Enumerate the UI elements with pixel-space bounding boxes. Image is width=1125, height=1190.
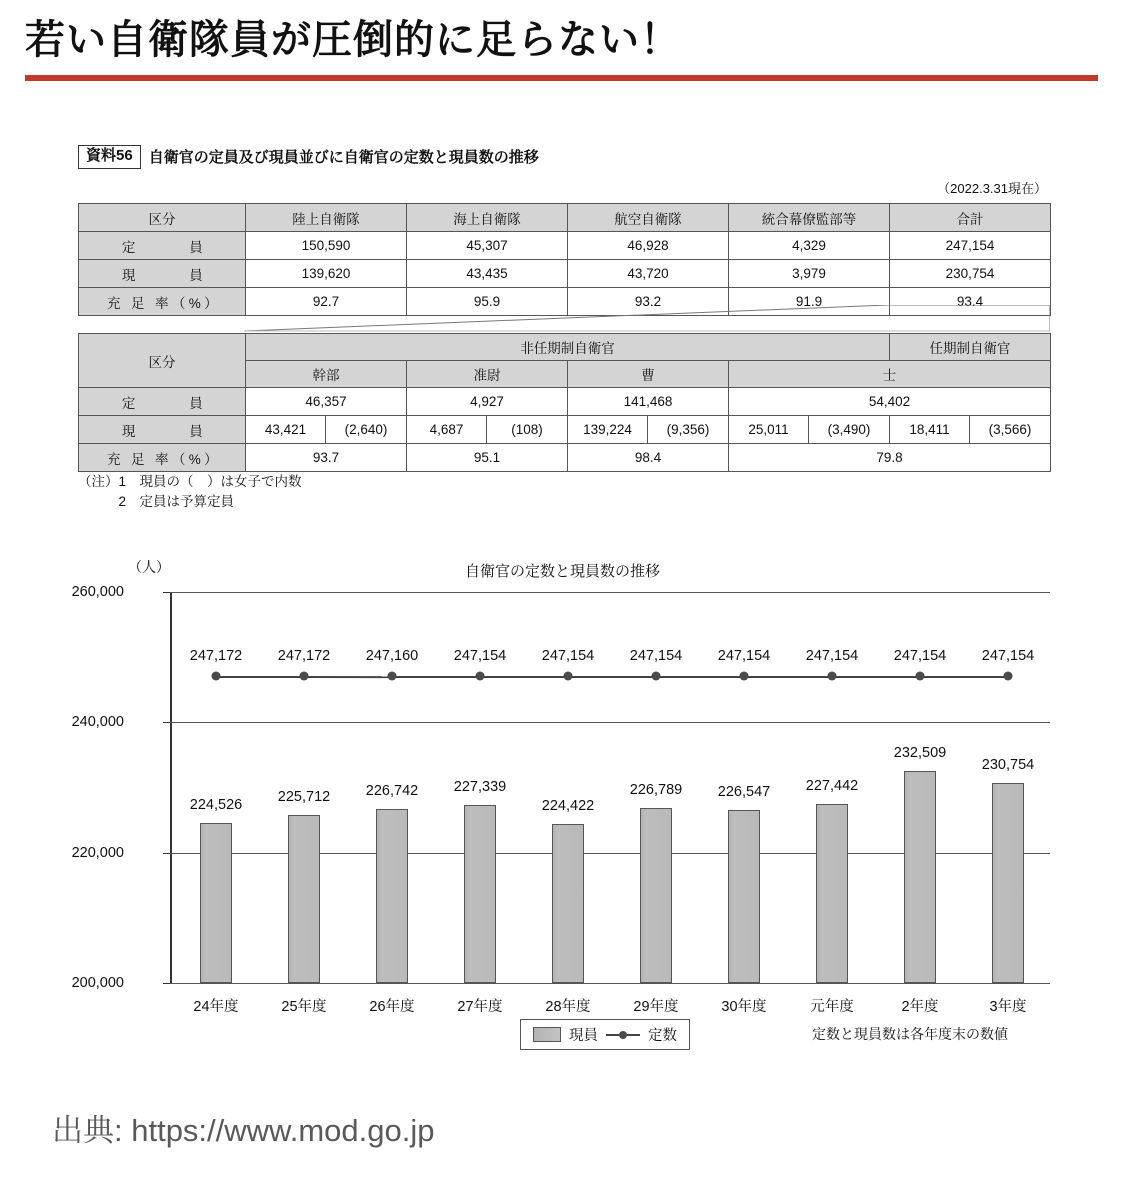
figure-tag: 資料56 [78, 145, 141, 169]
chart-gridline [170, 592, 1050, 593]
t1-cell-1-2: 43,720 [568, 260, 729, 288]
t2-row-header-label: 区分 [79, 334, 246, 388]
chart-bar-value-label: 225,712 [277, 789, 331, 806]
chart-legend [520, 1019, 690, 1050]
t1-cell-2-1: 95.9 [407, 288, 568, 316]
chart-line-marker [564, 671, 573, 680]
t1-cell-0-0: 150,590 [246, 232, 407, 260]
t1-col-header-0: 区分 [79, 204, 246, 232]
chart-line-value-label: 247,154 [541, 647, 595, 664]
t1-cell-2-0: 92.7 [246, 288, 407, 316]
chart-bar-value-label: 232,509 [893, 745, 947, 762]
chart-line-value-label: 247,154 [629, 647, 683, 664]
t1-cell-0-2: 46,928 [568, 232, 729, 260]
chart-x-tick-label: 28年度 [545, 999, 591, 1015]
figure-asof-date: （2022.3.31現在） [937, 181, 1047, 196]
legend-label-line: 定数 [648, 1028, 677, 1044]
chart-y-tick-label: 200,000 [71, 975, 124, 991]
chart-gridline [170, 722, 1050, 723]
t1-cell-0-4: 247,154 [890, 232, 1051, 260]
t2-teiin-shi: 54,402 [729, 388, 1051, 416]
chart-line-segment [480, 676, 568, 678]
chart-y-tick-label: 240,000 [71, 714, 124, 731]
t1-cell-1-1: 43,435 [407, 260, 568, 288]
chart-line-segment [656, 676, 744, 678]
chart-line-marker [828, 671, 837, 680]
t2-genin-shi-a-female: (3,490) [809, 416, 890, 444]
figure-caption-text: 自衛官の定員及び現員並びに自衛官の定数と現員数の推移 [148, 149, 539, 167]
chart-y-tick-mark [163, 592, 170, 593]
chart-line-segment [216, 676, 304, 678]
chart-bar [200, 823, 232, 983]
t1-cell-1-0: 139,620 [246, 260, 407, 288]
chart-line-marker [300, 671, 309, 680]
chart-line-segment [304, 676, 392, 678]
chart-bar [288, 815, 320, 983]
table-row [79, 204, 1051, 232]
table-row [79, 444, 1051, 472]
chart-bar-value-label: 226,742 [365, 782, 419, 799]
chart-x-tick-label: 2年度 [901, 999, 939, 1015]
chart-bar-value-label: 227,442 [805, 778, 859, 795]
t2-rate-jun-i: 95.1 [407, 444, 568, 472]
table-row [79, 388, 1051, 416]
t2-genin-sou: 139,224 [568, 416, 648, 444]
t2-sub-header-2: 曹 [568, 361, 729, 388]
t1-row-label-0: 定 員 [79, 232, 246, 260]
chart-x-tick-label: 26年度 [369, 999, 415, 1015]
chart-plot-area [170, 592, 1050, 983]
source-attribution: 出典: https://www.mod.go.jp [52, 1113, 435, 1148]
chart-x-tick-label: 24年度 [193, 999, 239, 1015]
t1-col-header-4: 統合幕僚監部等 [729, 204, 890, 232]
chart-line-marker [212, 671, 221, 680]
chart-x-tick-label: 27年度 [457, 999, 503, 1015]
chart-line-value-label: 247,172 [277, 647, 331, 664]
chart-x-tick-label: 25年度 [281, 999, 327, 1015]
chart-bar [992, 783, 1024, 983]
t2-teiin-jun-i: 4,927 [407, 388, 568, 416]
chart-line-segment [920, 676, 1008, 678]
chart-baseline [170, 983, 1050, 984]
chart-x-tick-label: 30年度 [721, 999, 767, 1015]
table-row [79, 334, 1051, 361]
legend-line-swatch [606, 1031, 640, 1039]
chart-y-tick-label: 220,000 [71, 844, 124, 861]
t2-sub-header-0: 幹部 [246, 361, 407, 388]
t1-row-label-2: 充 足 率（%） [79, 288, 246, 316]
chart-bar [728, 810, 760, 983]
table-connector-lines [78, 305, 1050, 335]
t2-rate-shi: 79.8 [729, 444, 1051, 472]
t2-genin-jun-i-female: (108) [487, 416, 568, 444]
chart-bar-value-label: 226,547 [717, 784, 771, 800]
note-line-2: 2 定員は予算定員 [78, 493, 235, 509]
table-row [79, 416, 1051, 444]
page-title: 若い自衛隊員が圧倒的に足らない！ [25, 18, 681, 62]
table-row [79, 232, 1051, 260]
legend-bar-swatch [533, 1027, 561, 1042]
t1-cell-1-3: 3,979 [729, 260, 890, 288]
chart-y-tick-mark [163, 853, 170, 854]
chart-bar-value-label: 224,526 [189, 797, 243, 814]
t1-col-header-3: 航空自衛隊 [568, 204, 729, 232]
t2-rate-kanbu: 93.7 [246, 444, 407, 472]
chart-y-tick-mark [163, 722, 170, 723]
table-row [79, 260, 1051, 288]
chart-line-marker [388, 671, 397, 680]
chart-line-segment [568, 676, 656, 678]
chart-line-value-label: 247,154 [981, 647, 1035, 664]
chart-y-tick-mark [163, 983, 170, 984]
t2-teiin-kanbu: 46,357 [246, 388, 407, 416]
t1-cell-0-1: 45,307 [407, 232, 568, 260]
t2-genin-kanbu-female: (2,640) [326, 416, 407, 444]
t2-row-label-2: 充 足 率（%） [79, 444, 246, 472]
chart-x-tick-label: 元年度 [810, 999, 854, 1015]
t2-rate-sou: 98.4 [568, 444, 729, 472]
chart-line-marker [1004, 671, 1013, 680]
chart-bar [464, 805, 496, 983]
figure-caption [78, 145, 539, 169]
title-underline-rule [25, 75, 1098, 81]
chart-unit-label: （人） [128, 559, 170, 575]
chart-title: 自衛官の定数と現員数の推移 [464, 563, 660, 580]
t1-cell-2-2: 93.2 [568, 288, 729, 316]
chart-bar [816, 804, 848, 983]
chart-line-value-label: 247,154 [717, 647, 771, 664]
chart-container [0, 545, 1125, 1065]
t2-group-header-1: 任期制自衛官 [890, 334, 1051, 361]
chart-line-value-label: 247,154 [805, 647, 859, 664]
table-notes [78, 472, 302, 511]
chart-bar [552, 824, 584, 983]
chart-line-marker [740, 671, 749, 680]
t1-cell-1-4: 230,754 [890, 260, 1051, 288]
chart-line-marker [916, 671, 925, 680]
t2-genin-jun-i: 4,687 [407, 416, 487, 444]
chart-bar [904, 771, 936, 983]
chart-line-value-label: 247,154 [453, 647, 507, 664]
t1-cell-2-4: 93.4 [890, 288, 1051, 316]
legend-label-bar: 現員 [569, 1028, 598, 1044]
chart-line-value-label: 247,154 [893, 647, 947, 664]
t2-genin-shi-a: 25,011 [729, 416, 809, 444]
chart-bar [376, 809, 408, 983]
table-personnel-by-rank [78, 333, 1051, 472]
chart-bar-value-label: 227,339 [453, 778, 507, 795]
t2-genin-shi-b: 18,411 [890, 416, 970, 444]
t1-col-header-5: 合計 [890, 204, 1051, 232]
chart-x-tick-label: 29年度 [633, 999, 679, 1015]
chart-y-tick-label: 260,000 [71, 584, 124, 600]
chart-y-axis-line [170, 592, 172, 983]
t1-cell-0-3: 4,329 [729, 232, 890, 260]
chart-x-tick-label: 3年度 [989, 999, 1027, 1015]
t2-genin-shi-b-female: (3,566) [970, 416, 1051, 444]
chart-bar [640, 808, 672, 983]
chart-line-marker [476, 671, 485, 680]
t2-group-header-0: 非任期制自衛官 [246, 334, 890, 361]
chart-line-segment [392, 676, 480, 678]
note-line-1: （注）1 現員の（ ）は女子で内数 [78, 474, 302, 489]
table-personnel-by-service [78, 203, 1051, 316]
chart-bar-value-label: 226,789 [629, 782, 683, 799]
t2-genin-kanbu: 43,421 [246, 416, 326, 444]
t2-genin-sou-female: (9,356) [648, 416, 729, 444]
chart-line-marker [652, 671, 661, 680]
t2-sub-header-1: 准尉 [407, 361, 568, 388]
chart-line-segment [832, 676, 920, 678]
chart-bar-value-label: 224,422 [541, 797, 595, 814]
chart-line-segment [744, 676, 832, 678]
chart-line-value-label: 247,172 [189, 647, 243, 664]
chart-line-value-label: 247,160 [365, 647, 419, 664]
chart-bar-value-label: 230,754 [981, 756, 1035, 773]
t1-row-label-1: 現 員 [79, 260, 246, 288]
t1-col-header-2: 海上自衛隊 [407, 204, 568, 232]
t2-row-label-1: 現 員 [79, 416, 246, 444]
t2-row-label-0: 定 員 [79, 388, 246, 416]
t1-col-header-1: 陸上自衛隊 [246, 204, 407, 232]
t2-teiin-sou: 141,468 [568, 388, 729, 416]
t2-sub-header-3: 士 [729, 361, 1051, 388]
t1-cell-2-3: 91.9 [729, 288, 890, 316]
chart-annotation: 定数と現員数は各年度末の数値 [812, 1026, 1008, 1042]
